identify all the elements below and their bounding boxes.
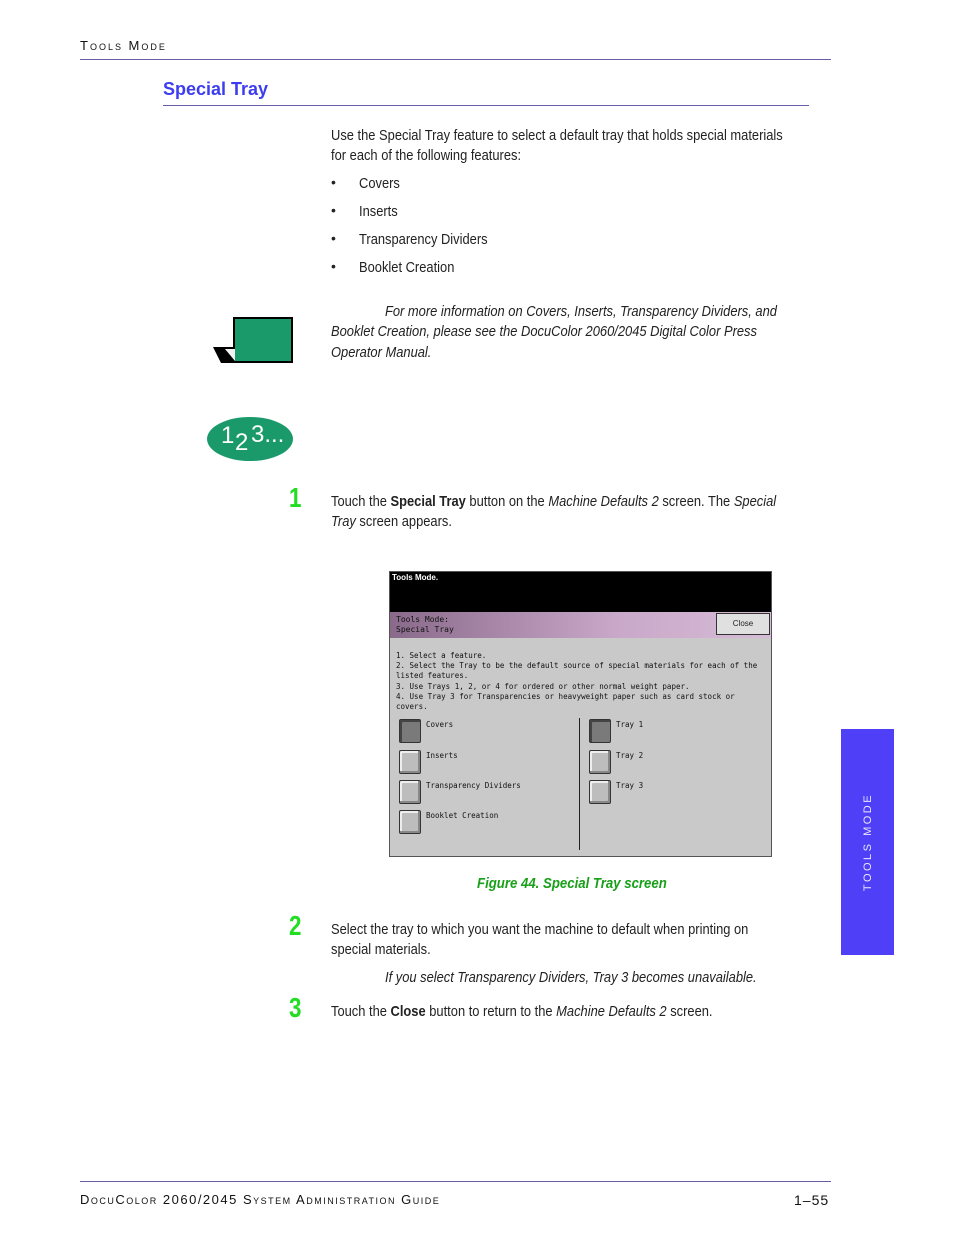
covers-label: Covers xyxy=(426,720,454,729)
close-button[interactable]: Close xyxy=(716,613,770,635)
page-number: 1–55 xyxy=(794,1192,830,1208)
step-2-line-1: Select the tray to which you want the machine to default when printing on xyxy=(331,921,749,938)
step-1-number: 1 xyxy=(289,482,302,513)
step-2-line-2: special materials. xyxy=(331,941,431,958)
side-tab-label: TOOLS MODE xyxy=(861,792,874,892)
step-2-note: If you select Transparency Dividers, Tray 3 becomes unavailable. xyxy=(385,969,757,986)
intro-line-1: Use the Special Tray feature to select a default tray that holds special materials xyxy=(331,127,783,144)
step-1-line-2: Tray screen appears. xyxy=(331,513,452,530)
bullet-text: Covers xyxy=(359,175,400,192)
instruction-line: 2. Select the Tray to be the default source of special materials for each of the xyxy=(396,661,758,670)
bullet-dot: • xyxy=(331,202,336,218)
tray-3-label: Tray 3 xyxy=(616,781,644,790)
tray-3-button[interactable] xyxy=(589,780,611,804)
special-tray-screenshot xyxy=(389,571,772,857)
section-title: Special Tray xyxy=(163,79,269,99)
footer-rule xyxy=(80,1181,831,1182)
footer-title: DocuColor 2060/2045 System Administration Guide xyxy=(80,1192,441,1207)
tray-1-button[interactable] xyxy=(589,719,611,743)
inserts-label: Inserts xyxy=(426,751,458,760)
booklet-creation-label: Booklet Creation xyxy=(426,811,499,820)
instruction-line: 1. Select a feature. xyxy=(396,651,487,660)
covers-button[interactable] xyxy=(399,719,421,743)
screen-divider xyxy=(579,718,580,850)
figure-caption: Figure 44. Special Tray screen xyxy=(477,875,667,892)
instruction-line: listed features. xyxy=(396,671,469,680)
step-3-number: 3 xyxy=(289,992,302,1023)
step-1-line-1: Touch the Special Tray button on the Machine Defaults 2 screen. The Special xyxy=(331,493,777,510)
note-icon xyxy=(213,315,295,370)
note-line-3: Operator Manual. xyxy=(331,344,432,361)
bullet-text: Inserts xyxy=(359,203,398,220)
note-line-1: For more information on Covers, Inserts, Transparency Dividers, and xyxy=(385,303,777,320)
tray-1-label: Tray 1 xyxy=(616,720,644,729)
bullet-dot: • xyxy=(331,258,336,274)
running-head: Tools Mode xyxy=(80,38,167,53)
instruction-line: covers. xyxy=(396,702,428,711)
intro-line-2: for each of the following features: xyxy=(331,147,522,164)
bullet-dot: • xyxy=(331,174,336,190)
screen-header: Tools Mode: Special Tray xyxy=(390,612,771,638)
booklet-creation-button[interactable] xyxy=(399,810,421,834)
tray-2-button[interactable] xyxy=(589,750,611,774)
inserts-button[interactable] xyxy=(399,750,421,774)
tray-2-label: Tray 2 xyxy=(616,751,644,760)
header-rule xyxy=(80,59,831,60)
transparency-dividers-label: Transparency Dividers xyxy=(426,781,521,790)
transparency-dividers-button[interactable] xyxy=(399,780,421,804)
side-tab xyxy=(841,729,894,955)
bullet-text: Transparency Dividers xyxy=(359,231,488,248)
steps-icon: 1 2 3... xyxy=(207,417,293,461)
step-2-number: 2 xyxy=(289,910,302,941)
note-line-2: Booklet Creation, please see the DocuColor 2060/2045 Digital Color Press xyxy=(331,323,757,340)
step-3-line-1: Touch the Close button to return to the Machine Defaults 2 screen. xyxy=(331,1003,713,1020)
bullet-dot: • xyxy=(331,230,336,246)
screen-titlebar: Tools Mode. xyxy=(390,572,771,612)
instruction-line: 4. Use Tray 3 for Transparencies or heavyweight paper such as card stock or xyxy=(396,692,735,701)
bullet-text: Booklet Creation xyxy=(359,259,455,276)
section-rule xyxy=(163,105,809,106)
instruction-line: 3. Use Trays 1, 2, or 4 for ordered or other normal weight paper. xyxy=(396,682,690,691)
